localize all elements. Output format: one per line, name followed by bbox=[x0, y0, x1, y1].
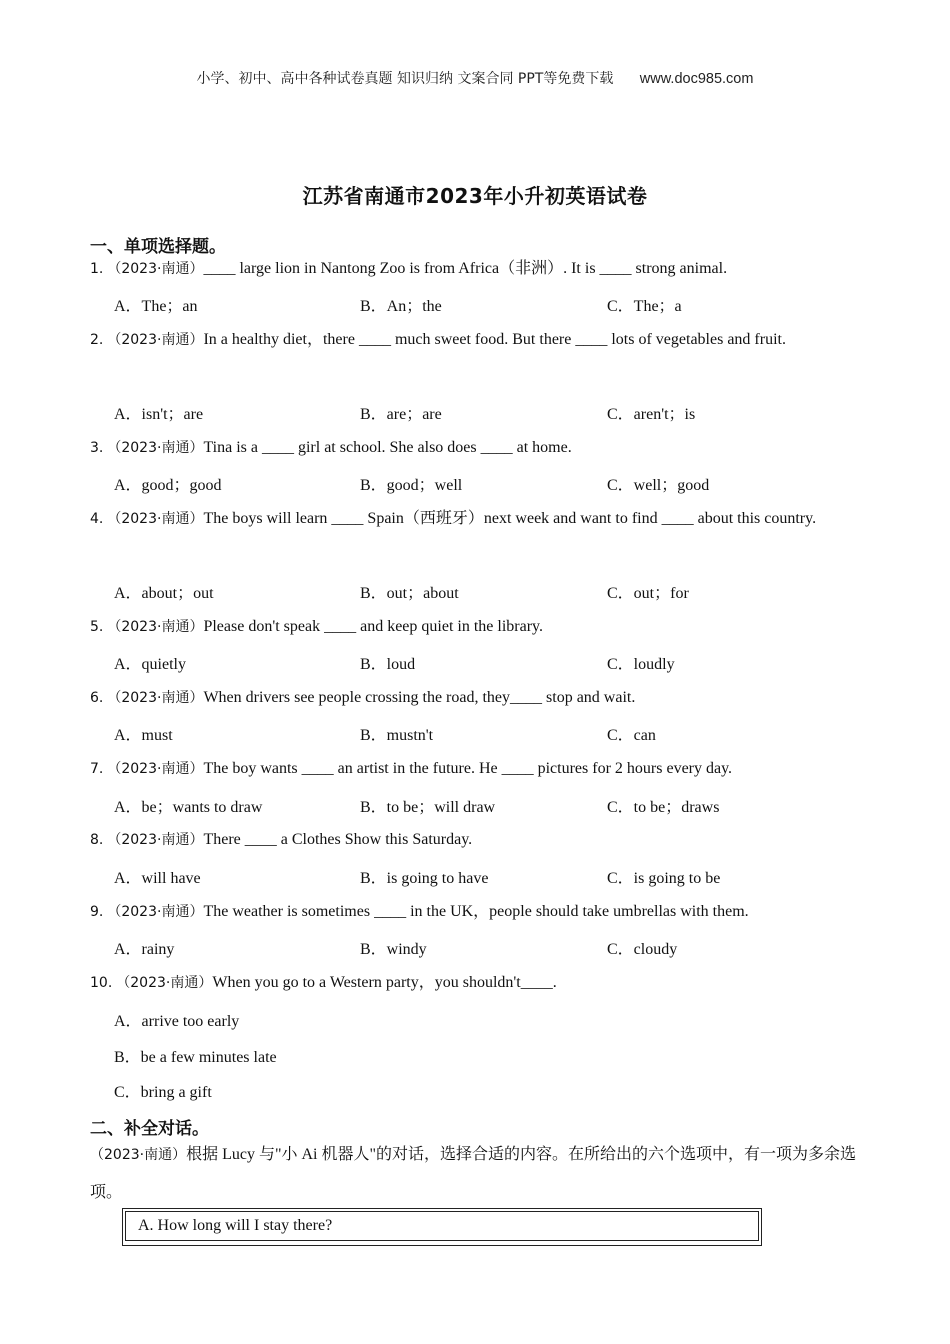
question-text: In a healthy diet，there ____ much sweet food. But there ____ lots of vegetables and fruit. bbox=[203, 331, 786, 348]
option-b[interactable]: B．are；are bbox=[360, 406, 442, 423]
options-3 bbox=[114, 472, 834, 494]
option-a[interactable]: A．isn't；are bbox=[114, 406, 204, 423]
option-a[interactable]: A．will have bbox=[114, 870, 201, 887]
header-text: 小学、初中、高中各种试卷真题 知识归纳 文案合同 PPT等免费下载 bbox=[196, 71, 614, 87]
option-c[interactable]: C．out；for bbox=[607, 585, 689, 602]
options-9 bbox=[114, 936, 834, 958]
option-a[interactable]: A．good；good bbox=[114, 477, 222, 494]
option-c[interactable]: C．is going to be bbox=[607, 870, 721, 887]
question-1: 1. （2023·南通）____ large lion in Nantong Zoo is from Africa（非洲）. It is ____ strong animal. bbox=[90, 260, 728, 277]
option-b[interactable]: B．be a few minutes late bbox=[114, 1049, 277, 1066]
options-5 bbox=[114, 651, 834, 673]
option-a[interactable]: A．quietly bbox=[114, 656, 186, 673]
section-heading-2: 二、补全对话。 bbox=[90, 1119, 209, 1139]
question-text: The weather is sometimes ____ in the UK，people should take umbrellas with them. bbox=[203, 903, 749, 920]
question-9: 9. （2023·南通）The weather is sometimes ____ in the UK，people should take umbrellas with them. bbox=[90, 903, 749, 920]
option-c[interactable]: C．cloudy bbox=[607, 941, 678, 958]
option-b[interactable]: B．windy bbox=[360, 941, 427, 958]
option-b[interactable]: B．An；the bbox=[360, 298, 442, 315]
header-site: www.doc985.com bbox=[639, 71, 754, 87]
option-a[interactable]: A．arrive too early bbox=[114, 1013, 240, 1030]
question-text: There ____ a Clothes Show this Saturday. bbox=[203, 831, 473, 848]
question-10: 10. （2023·南通）When you go to a Western party，you shouldn't____. bbox=[90, 974, 557, 991]
option-c[interactable]: C．well；good bbox=[607, 477, 710, 494]
option-a[interactable]: A．must bbox=[114, 727, 173, 744]
options-6 bbox=[114, 722, 834, 744]
question-6: 6. （2023·南通）When drivers see people crossing the road, they____ stop and wait. bbox=[90, 689, 636, 706]
question-5: 5. （2023·南通）Please don't speak ____ and keep quiet in the library. bbox=[90, 618, 543, 635]
option-b[interactable]: B．out；about bbox=[360, 585, 459, 602]
option-b[interactable]: B．loud bbox=[360, 656, 416, 673]
option-a[interactable]: A．rainy bbox=[114, 941, 175, 958]
page-header bbox=[0, 68, 950, 88]
options-2 bbox=[114, 401, 834, 423]
option-c[interactable]: C．to be；draws bbox=[607, 799, 720, 816]
question-2: 2. （2023·南通）In a healthy diet，there ____ much sweet food. But there ____ lots of vegetables and fruit. bbox=[90, 331, 786, 348]
option-a[interactable]: A．The；an bbox=[114, 298, 198, 315]
option-c[interactable]: C．can bbox=[607, 727, 656, 744]
question-text: Please don't speak ____ and keep quiet in the library. bbox=[203, 618, 543, 635]
options-7 bbox=[114, 794, 834, 816]
question-text: When you go to a Western party，you shouldn't____. bbox=[212, 974, 557, 991]
section-heading-1: 一、单项选择题。 bbox=[90, 237, 226, 257]
question-4: 4. （2023·南通）The boys will learn ____ Spain（西班牙）next week and want to find ____ about this country. bbox=[90, 510, 817, 527]
options-1 bbox=[114, 293, 834, 315]
page-title: 江苏省南通市2023年小升初英语试卷 bbox=[302, 184, 648, 208]
option-c[interactable]: C．The；a bbox=[607, 298, 682, 315]
option-b[interactable]: B．is going to have bbox=[360, 870, 489, 887]
question-text: The boy wants ____ an artist in the future. He ____ pictures for 2 hours every day. bbox=[203, 760, 733, 777]
options-4 bbox=[114, 580, 834, 602]
option-c[interactable]: C．aren't；is bbox=[607, 406, 696, 423]
option-c[interactable]: C．loudly bbox=[607, 656, 675, 673]
question-8: 8. （2023·南通）There ____ a Clothes Show this Saturday. bbox=[90, 831, 473, 848]
section2-intro: （2023·南通）根据 Lucy 与"小 Ai 机器人"的对话，选择合适的内容。在所给出的六个选项中，有一项为多余选项。 bbox=[90, 1146, 857, 1201]
option-c[interactable]: C．bring a gift bbox=[114, 1084, 212, 1101]
option-a[interactable]: A．be；wants to draw bbox=[114, 799, 263, 816]
option-a[interactable]: A．about；out bbox=[114, 585, 214, 602]
question-text: Tina is a ____ girl at school. She also does ____ at home. bbox=[203, 439, 572, 456]
question-text: ____ large lion in Nantong Zoo is from Africa（非洲）. It is ____ strong animal. bbox=[203, 260, 728, 277]
options-box bbox=[122, 1208, 762, 1246]
question-7: 7. （2023·南通）The boy wants ____ an artist in the future. He ____ pictures for 2 hours every day. bbox=[90, 760, 733, 777]
option-b[interactable]: B．good；well bbox=[360, 477, 463, 494]
question-text: When drivers see people crossing the road, they____ stop and wait. bbox=[203, 689, 636, 706]
option-b[interactable]: B．mustn't bbox=[360, 727, 434, 744]
box-option-a: A. How long will I stay there? bbox=[125, 1211, 759, 1241]
options-8 bbox=[114, 865, 834, 887]
option-b[interactable]: B．to be；will draw bbox=[360, 799, 496, 816]
question-text: The boys will learn ____ Spain（西班牙）next week and want to find ____ about this country. bbox=[203, 510, 817, 527]
question-3: 3. （2023·南通）Tina is a ____ girl at school. She also does ____ at home. bbox=[90, 439, 572, 456]
